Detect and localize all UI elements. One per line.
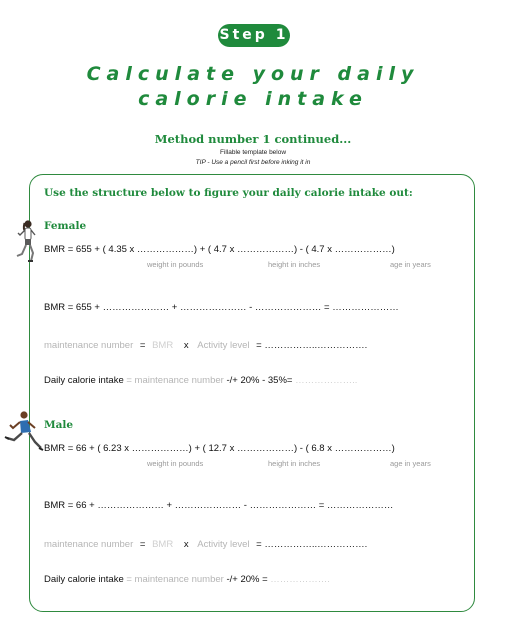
female-maint-bmr: BMR [152, 340, 174, 351]
male-maint-activity: Activity level [197, 539, 250, 550]
female-maint-activity: Activity level [197, 340, 250, 351]
male-hint-age: age in years [390, 459, 431, 468]
male-maint-eq: = [139, 539, 146, 550]
male-daily-adjust: -/+ 20% = [226, 574, 268, 585]
subtitle-tip: TIP - Use a pencil first before inking it in [195, 159, 311, 166]
worksheet-intro: Use the structure below to figure your daily calorie intake out: [44, 187, 413, 199]
female-maint-tail: = ……………..……………. [256, 340, 368, 351]
male-maintenance-row [44, 539, 367, 550]
male-hint-height: height in inches [268, 459, 321, 468]
male-daily-blank: ………………. [270, 574, 330, 585]
male-daily-eq: = maintenance number [126, 574, 224, 585]
female-maintenance-row [44, 340, 367, 351]
male-heading: Male [44, 419, 74, 431]
male-runner-icon [4, 410, 44, 454]
female-maint-label: maintenance number [44, 340, 134, 351]
male-daily-label: Daily calorie intake [44, 574, 124, 585]
female-daily-row [44, 375, 357, 386]
male-hint-weight: weight in pounds [147, 459, 204, 468]
male-daily-row [44, 574, 330, 585]
method-heading: Method number 1 continued... [154, 132, 352, 146]
male-bmr-formula: BMR = 66 + ( 6.23 x ………………) + ( 12.7 x ………………) - ( 6.8 x ………………) [44, 443, 395, 454]
female-daily-label: Daily calorie intake [44, 375, 124, 386]
female-maint-x: x [183, 340, 189, 351]
female-maint-eq: = [139, 340, 146, 351]
female-daily-eq: = maintenance number [126, 375, 224, 386]
male-bmr-calc: BMR = 66 + ………………… + ………………… - ………………… = ………………… [44, 500, 394, 511]
female-hint-height: height in inches [268, 260, 321, 269]
male-maint-label: maintenance number [44, 539, 134, 550]
female-daily-adjust: -/+ 20% - 35%= [226, 375, 293, 386]
female-daily-blank: ……………….. [295, 375, 358, 386]
page-title-line2: calorie intake [138, 88, 368, 110]
female-hint-age: age in years [390, 260, 431, 269]
subtitle-template: Fillable template below [219, 149, 287, 156]
female-runner-icon [14, 219, 42, 263]
male-maint-x: x [183, 539, 189, 550]
female-hint-weight: weight in pounds [147, 260, 204, 269]
female-bmr-calc: BMR = 655 + ………………… + ………………… - ………………… = ………………… [44, 302, 399, 313]
female-bmr-formula: BMR = 655 + ( 4.35 x ………………) + ( 4.7 x ………………) - ( 4.7 x ………………) [44, 244, 395, 255]
page-title-line1: Calculate your daily [86, 63, 420, 85]
female-heading: Female [44, 220, 87, 232]
step-badge: Step 1 [218, 24, 290, 47]
male-maint-tail: = ……………..……………. [256, 539, 368, 550]
male-maint-bmr: BMR [152, 539, 174, 550]
